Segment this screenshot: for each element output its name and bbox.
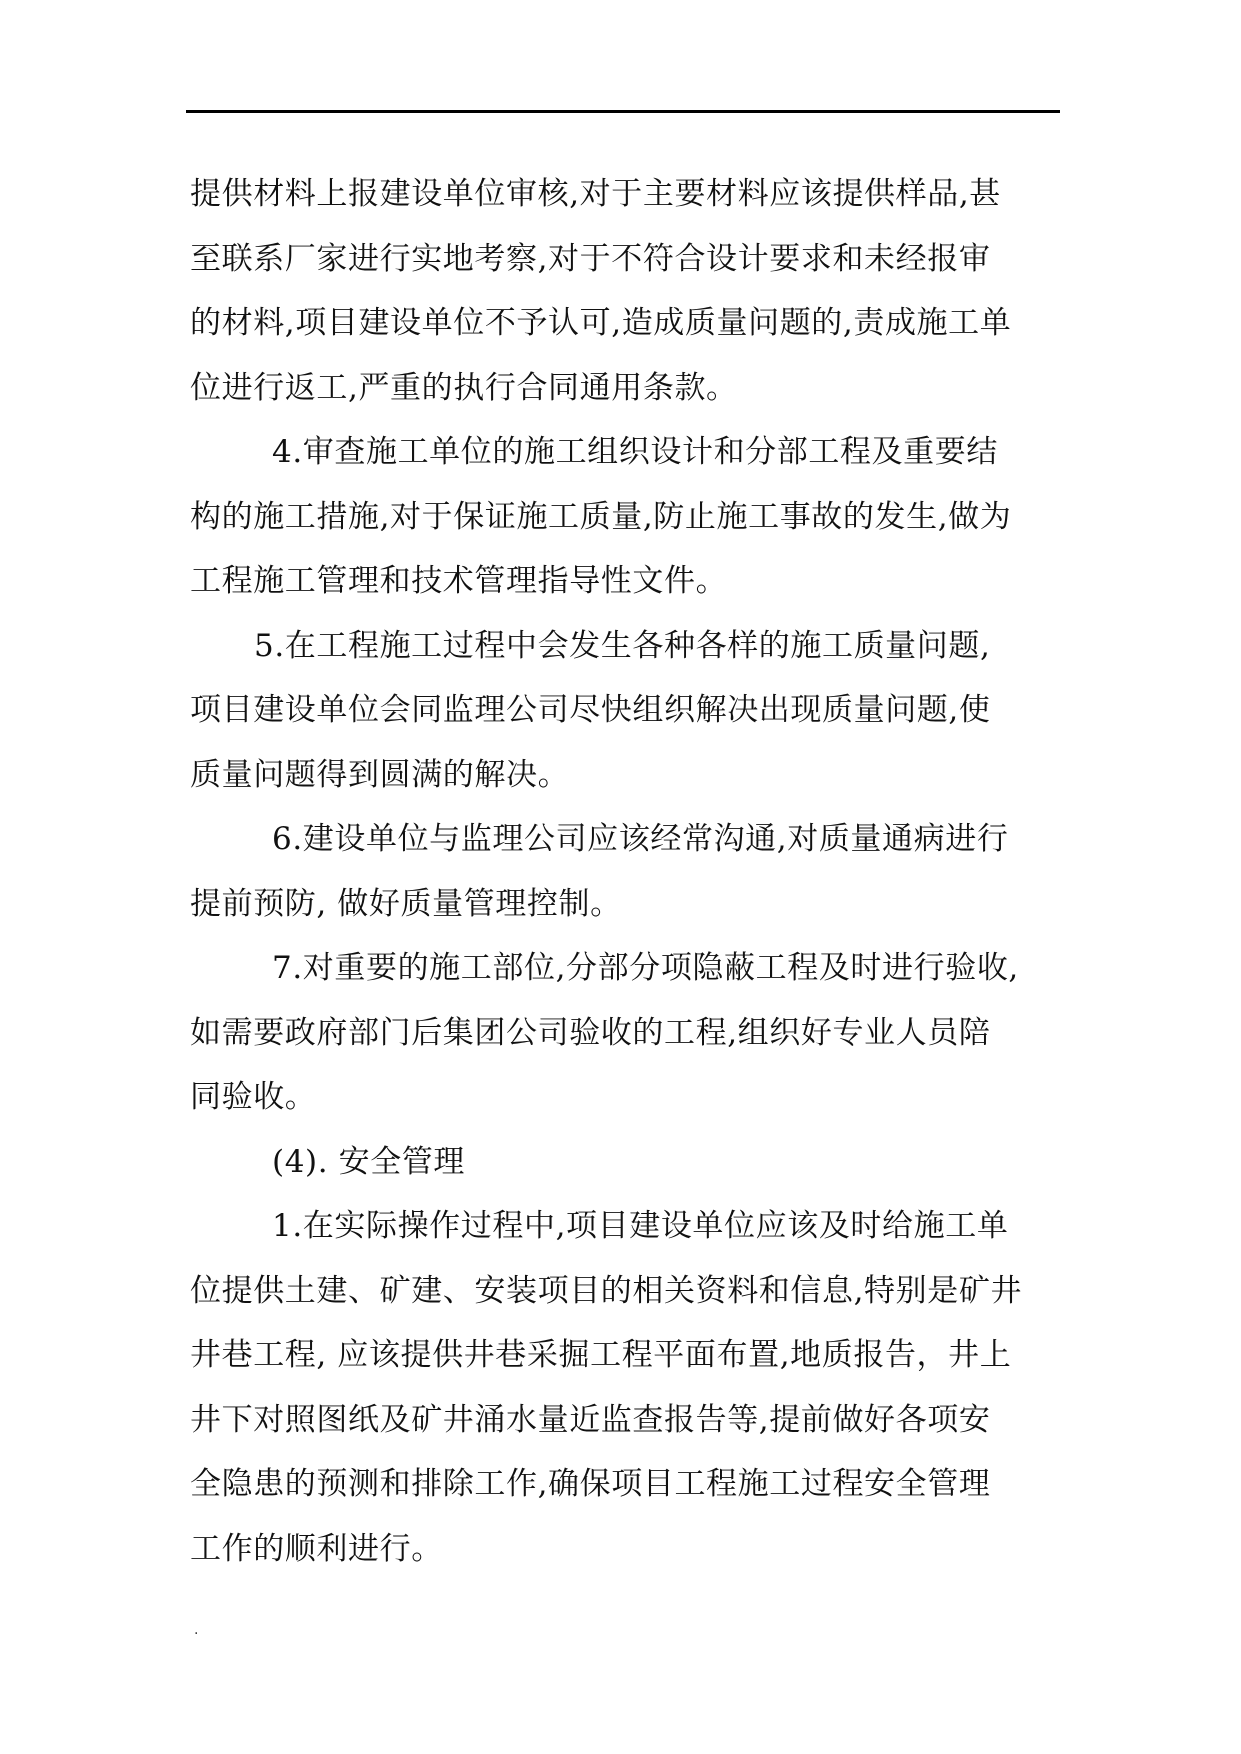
section-heading-safety: (4). 安全管理 [272, 1143, 466, 1180]
text-line: 提前预防, 做好质量管理控制。 [190, 885, 622, 922]
text-line: 提供材料上报建设单位审核,对于主要材料应该提供样品,甚 [190, 176, 1001, 212]
text-line: 工程施工管理和技术管理指导性文件。 [190, 563, 728, 599]
text-line: 位进行返工,严重的执行合同通用条款。 [190, 369, 738, 406]
text-line: 位提供土建、矿建、安装项目的相关资料和信息,特别是矿井 [190, 1272, 1023, 1309]
item-4-line: 4.审查施工单位的施工组织设计和分部工程及重要结 [272, 434, 998, 470]
body-text [190, 162, 1058, 1581]
text-line: 工作的顺利进行。 [190, 1530, 443, 1567]
text-line: 至联系厂家进行实地考察,对于不符合设计要求和未经报审 [190, 240, 991, 277]
text-line: 质量问题得到圆满的解决。 [190, 756, 570, 793]
text-line: 全隐患的预测和排除工作,确保项目工程施工过程安全管理 [190, 1466, 991, 1502]
item-5-line: 5.在工程施工过程中会发生各种各样的施工质量问题, [254, 627, 991, 664]
text-line: 的材料,项目建设单位不予认可,造成质量问题的,责成施工单 [190, 305, 1012, 341]
text-line: 如需要政府部门后集团公司验收的工程,组织好专业人员陪 [190, 1014, 991, 1051]
text-line: 构的施工措施,对于保证施工质量,防止施工事故的发生,做为 [190, 498, 1012, 535]
text-line: 井下对照图纸及矿井涌水量近监查报告等,提前做好各项安 [190, 1401, 991, 1438]
text-line: 项目建设单位会同监理公司尽快组织解决出现质量问题,使 [190, 692, 991, 728]
safety-item-1-line: 1.在实际操作过程中,项目建设单位应该及时给施工单 [272, 1208, 1009, 1244]
item-6-line: 6.建设单位与监理公司应该经常沟通,对质量通病进行 [272, 821, 1009, 857]
footer-mark: . [194, 1622, 199, 1638]
item-7-line: 7.对重要的施工部位,分部分项隐蔽工程及时进行验收, [272, 950, 1019, 986]
text-line: 井巷工程, 应该提供井巷采掘工程平面布置,地质报告，井上 [190, 1337, 1012, 1373]
header-rule [186, 110, 1060, 113]
text-line: 同验收。 [190, 1079, 317, 1115]
